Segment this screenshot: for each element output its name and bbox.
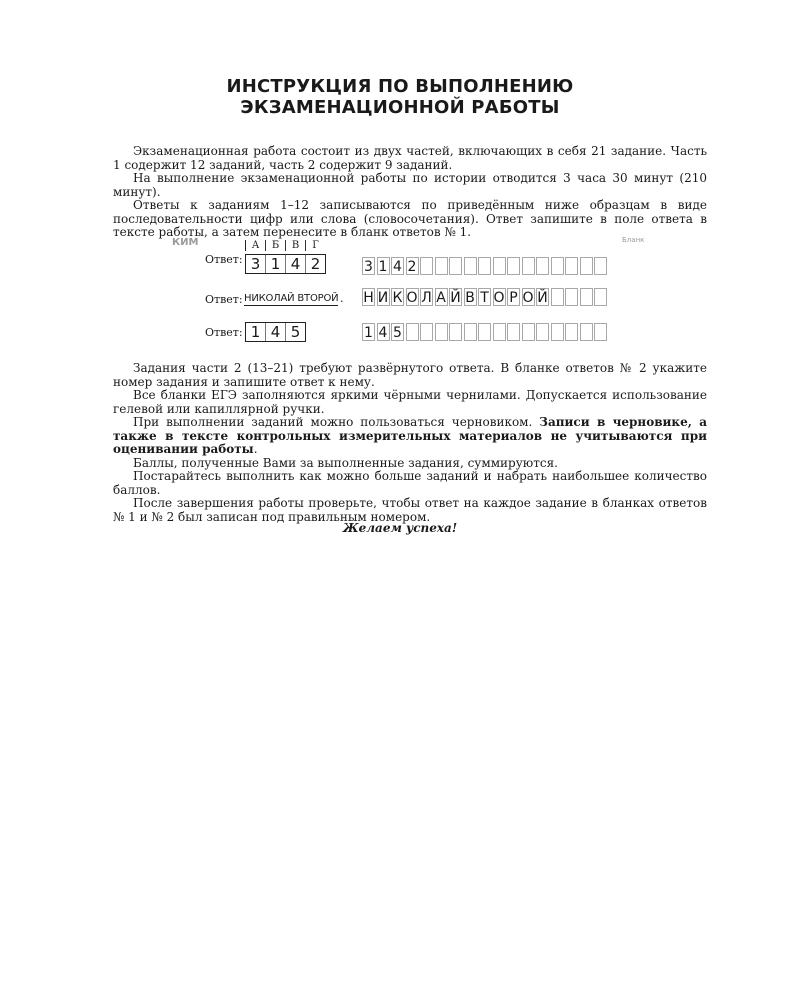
blank-cell: Л [421, 290, 432, 306]
blank-cell [594, 257, 607, 275]
blank-cell [580, 288, 593, 306]
kim-answer-cells-3 [245, 322, 306, 342]
blank-cell [565, 323, 578, 341]
blank-cell [522, 257, 535, 275]
blank-cell [536, 323, 549, 341]
letter-header: Г [306, 240, 326, 251]
blank-cell: Р [507, 288, 520, 306]
answer-dot: . [340, 292, 344, 305]
blank-cell: О [522, 290, 534, 306]
blank-cell: 5 [391, 323, 404, 341]
blank-cell [493, 257, 506, 275]
intro-paragraph: На выполнение экзаменационной работы по истории отводится 3 часа 30 минут (210 минут). [113, 171, 707, 199]
rules-paragraph: Баллы, полученные Вами за выполненные задания, суммируются. [133, 455, 558, 470]
blank-cell [551, 288, 564, 306]
blank-cell [435, 323, 448, 341]
blank-cell: Й [537, 290, 548, 306]
answer-cell: 1 [265, 255, 285, 273]
blank-cell [580, 323, 593, 341]
blank-cell [449, 257, 462, 275]
answer-cell: 4 [285, 255, 305, 273]
blank-cell [565, 288, 578, 306]
blank-cell [551, 257, 564, 275]
blank-row-1 [362, 257, 609, 275]
blank-cell [522, 323, 535, 341]
draft-paragraph [113, 416, 707, 457]
intro-paragraph: Экзаменационная работа состоит из двух частей, включающих в себя 21 задание. Часть 1 содержит 12 заданий, часть 2 содержит 9 заданий. [113, 144, 707, 172]
letter-header: В [286, 240, 306, 251]
blank-cell [493, 323, 506, 341]
answer-cell: 2 [305, 255, 325, 273]
blank-cell [580, 257, 593, 275]
letter-header: Б [266, 240, 286, 251]
answer-cell: 4 [265, 323, 285, 341]
letter-header: А [246, 240, 266, 251]
blank-cell: Т [478, 288, 491, 306]
blank-cell: 1 [362, 323, 375, 341]
intro-paragraph: Ответы к заданиям 1–12 записываются по приведённым ниже образцам в виде последовательности цифр или слова (словосочетания). Ответ запишите в поле ответа в тексте работы, а затем перенесите в бланк ответов № 1. [113, 198, 707, 239]
blank-cell: Й [450, 290, 461, 306]
blank-cell [478, 257, 491, 275]
blank-cell: О [493, 290, 505, 306]
rules-paragraph: Задания части 2 (13–21) требуют развёрнутого ответа. В бланке ответов № 2 укажите номер задания и запишите ответ к нему. [113, 361, 707, 389]
kim-answer-cells-1 [245, 254, 326, 274]
blank-cell [420, 323, 433, 341]
letter-headers [245, 240, 325, 251]
blank-cell: О [406, 290, 418, 306]
blank-cell [536, 257, 549, 275]
draft-normal: При выполнении заданий можно пользоваться черновиком. [133, 415, 540, 429]
blank-cell [435, 257, 448, 275]
blank-label: Бланк [622, 236, 645, 244]
blank-cell: 4 [391, 257, 404, 275]
blank-cell [507, 257, 520, 275]
blank-cell: В [465, 290, 475, 306]
answer-label-1: Ответ: [205, 253, 243, 266]
blank-cell [449, 323, 462, 341]
blank-cell [551, 323, 564, 341]
blank-cell: И [377, 290, 389, 306]
blank-cell [420, 257, 433, 275]
blank-cell: 2 [406, 257, 419, 275]
answer-cell: 1 [250, 323, 261, 341]
blank-cell: 4 [377, 323, 390, 341]
blank-cell: Н [363, 290, 374, 306]
blank-cell [478, 323, 491, 341]
blank-cell: А [436, 290, 446, 306]
answer-cell: 3 [250, 255, 261, 273]
rules-paragraph: Все бланки ЕГЭ заполняются яркими чёрными чернилами. Допускается использование гелевой или капиллярной ручки. [113, 388, 707, 416]
blank-row-3 [362, 323, 609, 341]
blank-cell [594, 323, 607, 341]
rules-text [113, 362, 707, 524]
blank-cell [464, 323, 477, 341]
answer-cell: 5 [285, 323, 305, 341]
good-luck-text: Желаем успеха! [342, 521, 458, 535]
kim-label: КИМ [172, 237, 199, 248]
title-line-1: ИНСТРУКЦИЯ ПО ВЫПОЛНЕНИЮ [226, 76, 574, 97]
rules-paragraph: Постарайтесь выполнить как можно больше заданий и набрать наибольшее количество баллов. [113, 469, 707, 497]
blank-cell: К [392, 290, 403, 306]
blank-cell [464, 257, 477, 275]
blank-cell: 1 [377, 257, 390, 275]
blank-cell: 3 [362, 257, 375, 275]
intro-text [113, 145, 707, 240]
handwritten-answer: НИКОЛАЙ ВТОРОЙ [244, 293, 339, 304]
blank-cell [406, 323, 419, 341]
answer-label-2: Ответ: [205, 293, 243, 306]
blank-cell [565, 257, 578, 275]
page-title [0, 76, 800, 118]
draft-end: . [253, 442, 258, 456]
rules-paragraph: После завершения работы проверьте, чтобы ответ на каждое задание в бланках ответов № 1 и № 2 был записан под правильным номером. [113, 496, 707, 524]
title-line-2: ЭКЗАМЕНАЦИОННОЙ РАБОТЫ [240, 97, 560, 118]
answer-label-3: Ответ: [205, 326, 243, 339]
blank-cell [594, 288, 607, 306]
blank-cell [507, 323, 520, 341]
draft-bold: Записи в черновике, а также в тексте контрольных измерительных материалов не учитываются при оценивании работы [113, 415, 708, 456]
blank-row-2 [362, 288, 609, 306]
